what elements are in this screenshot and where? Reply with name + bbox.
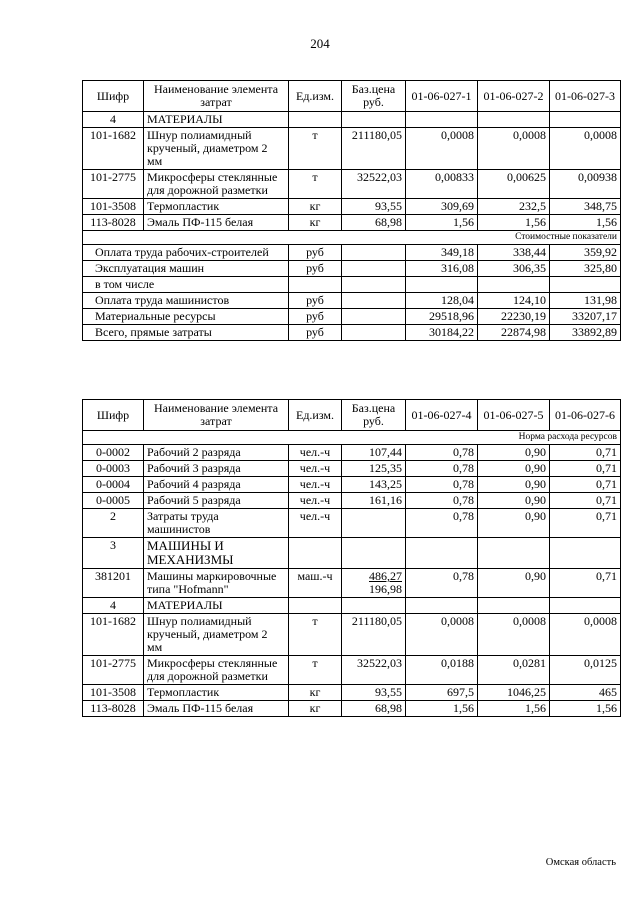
cost-name: Оплата труда рабочих-строителей [83, 245, 289, 261]
material-code: 101-3508 [83, 685, 144, 701]
table1-materials [83, 128, 621, 231]
material-value: 0,0008 [406, 614, 478, 656]
worker-value: 0,90 [478, 461, 550, 477]
header-col-4: 01-06-027-4 [406, 400, 478, 431]
worker-price: 107,44 [342, 445, 406, 461]
worker-code: 0-0002 [83, 445, 144, 461]
worker-price: 125,35 [342, 461, 406, 477]
worker-unit: чел.-ч [289, 493, 342, 509]
subheader-cost-indicators: Стоимостные показатели [83, 231, 621, 245]
worker-value: 0,71 [550, 461, 621, 477]
material-value: 0,00833 [406, 170, 478, 199]
worker-unit: чел.-ч [289, 445, 342, 461]
machine-value: 0,78 [406, 569, 478, 598]
cost-value: 349,18 [406, 245, 478, 261]
material-unit: кг [289, 701, 342, 717]
labor-value: 0,90 [478, 509, 550, 538]
table1-subheader-row [83, 231, 621, 245]
section-code: 4 [83, 112, 144, 128]
header-name: Наименование элемента затрат [144, 81, 289, 112]
labor-value: 0,78 [406, 509, 478, 538]
cost-value: 359,92 [550, 245, 621, 261]
cost-value: 325,80 [550, 261, 621, 277]
material-value: 1,56 [406, 215, 478, 231]
worker-value: 0,71 [550, 493, 621, 509]
material-value: 1,56 [478, 215, 550, 231]
section-row [83, 112, 621, 128]
cost-value: 22230,19 [478, 309, 550, 325]
table1-header-row [83, 81, 621, 112]
material-value: 348,75 [550, 199, 621, 215]
worker-price: 161,16 [342, 493, 406, 509]
material-price: 93,55 [342, 199, 406, 215]
cost-name: Эксплуатация машин [83, 261, 289, 277]
resource-table-1 [82, 80, 621, 341]
material-value: 1,56 [406, 701, 478, 717]
table2-materials [83, 614, 621, 717]
cost-row [83, 293, 621, 309]
table-row [83, 461, 621, 477]
machine-code: 381201 [83, 569, 144, 598]
material-code: 101-2775 [83, 656, 144, 685]
table1-costs [83, 245, 621, 341]
material-value: 309,69 [406, 199, 478, 215]
cost-value: 22874,98 [478, 325, 550, 341]
material-value: 0,0008 [478, 128, 550, 170]
worker-value: 0,78 [406, 461, 478, 477]
table-row [83, 493, 621, 509]
machine-value: 0,90 [478, 569, 550, 598]
cost-value: 29518,96 [406, 309, 478, 325]
machine-unit: маш.-ч [289, 569, 342, 598]
material-value: 0,0008 [406, 128, 478, 170]
table-row [83, 199, 621, 215]
material-code: 101-3508 [83, 199, 144, 215]
material-price: 68,98 [342, 701, 406, 717]
header-code: Шифр [83, 400, 144, 431]
worker-value: 0,90 [478, 445, 550, 461]
material-value: 1,56 [478, 701, 550, 717]
header-code: Шифр [83, 81, 144, 112]
material-value: 0,0008 [550, 128, 621, 170]
material-name: Термопластик [144, 685, 289, 701]
material-name: Эмаль ПФ-115 белая [144, 701, 289, 717]
header-col-6: 01-06-027-6 [550, 400, 621, 431]
section-title: МАТЕРИАЛЫ [144, 112, 289, 128]
material-code: 101-2775 [83, 170, 144, 199]
machines-section-row [83, 538, 621, 569]
machine-name: Машины маркировочные типа "Hofmann" [144, 569, 289, 598]
cost-unit: руб [289, 245, 342, 261]
material-price: 32522,03 [342, 170, 406, 199]
worker-name: Рабочий 5 разряда [144, 493, 289, 509]
materials-section-row [83, 598, 621, 614]
material-name: Шнур полиамидный крученый, диаметром 2 мм [144, 128, 289, 170]
worker-unit: чел.-ч [289, 461, 342, 477]
header-col-5: 01-06-027-5 [478, 400, 550, 431]
material-price: 211180,05 [342, 614, 406, 656]
labor-name: Затраты труда машинистов [144, 509, 289, 538]
subheader-resource-norms: Норма расхода ресурсов [83, 431, 621, 445]
material-value: 1046,25 [478, 685, 550, 701]
material-name: Термопластик [144, 199, 289, 215]
machine-value: 0,71 [550, 569, 621, 598]
material-value: 465 [550, 685, 621, 701]
material-value: 1,56 [550, 215, 621, 231]
table2-workers [83, 445, 621, 509]
material-code: 113-8028 [83, 215, 144, 231]
material-value: 0,0008 [478, 614, 550, 656]
worker-code: 0-0004 [83, 477, 144, 493]
material-value: 1,56 [550, 701, 621, 717]
worker-value: 0,78 [406, 477, 478, 493]
cost-row [83, 309, 621, 325]
material-name: Шнур полиамидный крученый, диаметром 2 мм [144, 614, 289, 656]
material-value: 0,0008 [550, 614, 621, 656]
material-name: Микросферы стеклянные для дорожной разметки [144, 170, 289, 199]
material-value: 232,5 [478, 199, 550, 215]
labor-value: 0,71 [550, 509, 621, 538]
header-col-3: 01-06-027-3 [550, 81, 621, 112]
header-name: Наименование элемента затрат [144, 400, 289, 431]
table-row [83, 701, 621, 717]
table-row [83, 614, 621, 656]
cost-name: Материальные ресурсы [83, 309, 289, 325]
material-name: Эмаль ПФ-115 белая [144, 215, 289, 231]
cost-value: 338,44 [478, 245, 550, 261]
cost-value: 30184,22 [406, 325, 478, 341]
header-col-1: 01-06-027-1 [406, 81, 478, 112]
cost-value: 306,35 [478, 261, 550, 277]
cost-value: 33207,17 [550, 309, 621, 325]
worker-value: 0,90 [478, 493, 550, 509]
machine-price-top: 486,27 [369, 569, 402, 583]
material-price: 32522,03 [342, 656, 406, 685]
machine-price-bottom: 196,98 [369, 582, 402, 596]
worker-value: 0,78 [406, 493, 478, 509]
table-row [83, 685, 621, 701]
cost-name: Всего, прямые затраты [83, 325, 289, 341]
materials-section-code: 4 [83, 598, 144, 614]
worker-name: Рабочий 2 разряда [144, 445, 289, 461]
footer-region: Омская область [545, 857, 616, 868]
machine-price [342, 569, 406, 598]
material-unit: т [289, 128, 342, 170]
cost-row [83, 277, 621, 293]
cost-name: Оплата труда машинистов [83, 293, 289, 309]
material-value: 0,0125 [550, 656, 621, 685]
materials-section-title: МАТЕРИАЛЫ [144, 598, 289, 614]
material-code: 101-1682 [83, 614, 144, 656]
table-row [83, 445, 621, 461]
labor-row [83, 509, 621, 538]
worker-code: 0-0005 [83, 493, 144, 509]
material-code: 101-1682 [83, 128, 144, 170]
worker-unit: чел.-ч [289, 477, 342, 493]
worker-value: 0,71 [550, 445, 621, 461]
material-value: 0,0188 [406, 656, 478, 685]
material-code: 113-8028 [83, 701, 144, 717]
cost-name: в том числе [83, 277, 289, 293]
material-value: 0,00938 [550, 170, 621, 199]
table-row [83, 656, 621, 685]
material-unit: т [289, 614, 342, 656]
table-row [83, 128, 621, 170]
labor-code: 2 [83, 509, 144, 538]
worker-name: Рабочий 3 разряда [144, 461, 289, 477]
material-unit: т [289, 656, 342, 685]
cost-row [83, 245, 621, 261]
cost-row [83, 325, 621, 341]
cost-value: 316,08 [406, 261, 478, 277]
machine-row [83, 569, 621, 598]
machines-section-title: МАШИНЫ И МЕХАНИЗМЫ [144, 538, 289, 569]
worker-value: 0,71 [550, 477, 621, 493]
material-unit: кг [289, 199, 342, 215]
header-price: Баз.цена руб. [342, 400, 406, 431]
cost-value: 131,98 [550, 293, 621, 309]
worker-name: Рабочий 4 разряда [144, 477, 289, 493]
cost-unit: руб [289, 309, 342, 325]
header-col-2: 01-06-027-2 [478, 81, 550, 112]
material-price: 211180,05 [342, 128, 406, 170]
table-row [83, 215, 621, 231]
worker-value: 0,90 [478, 477, 550, 493]
table-row [83, 477, 621, 493]
table2-subheader-row [83, 431, 621, 445]
table2-header-row [83, 400, 621, 431]
header-unit: Ед.изм. [289, 81, 342, 112]
material-unit: кг [289, 685, 342, 701]
material-price: 93,55 [342, 685, 406, 701]
cost-unit: руб [289, 261, 342, 277]
cost-value: 33892,89 [550, 325, 621, 341]
cost-value: 124,10 [478, 293, 550, 309]
material-price: 68,98 [342, 215, 406, 231]
header-price: Баз.цена руб. [342, 81, 406, 112]
material-value: 697,5 [406, 685, 478, 701]
labor-unit: чел.-ч [289, 509, 342, 538]
cost-row [83, 261, 621, 277]
resource-table-2 [82, 399, 621, 717]
page-number: 204 [310, 36, 330, 51]
material-value: 0,0281 [478, 656, 550, 685]
cost-unit: руб [289, 293, 342, 309]
cost-value: 128,04 [406, 293, 478, 309]
cost-unit: руб [289, 325, 342, 341]
material-name: Микросферы стеклянные для дорожной разметки [144, 656, 289, 685]
table-row [83, 170, 621, 199]
material-value: 0,00625 [478, 170, 550, 199]
worker-price: 143,25 [342, 477, 406, 493]
material-unit: кг [289, 215, 342, 231]
machines-section-code: 3 [83, 538, 144, 569]
header-unit: Ед.изм. [289, 400, 342, 431]
worker-code: 0-0003 [83, 461, 144, 477]
material-unit: т [289, 170, 342, 199]
worker-value: 0,78 [406, 445, 478, 461]
